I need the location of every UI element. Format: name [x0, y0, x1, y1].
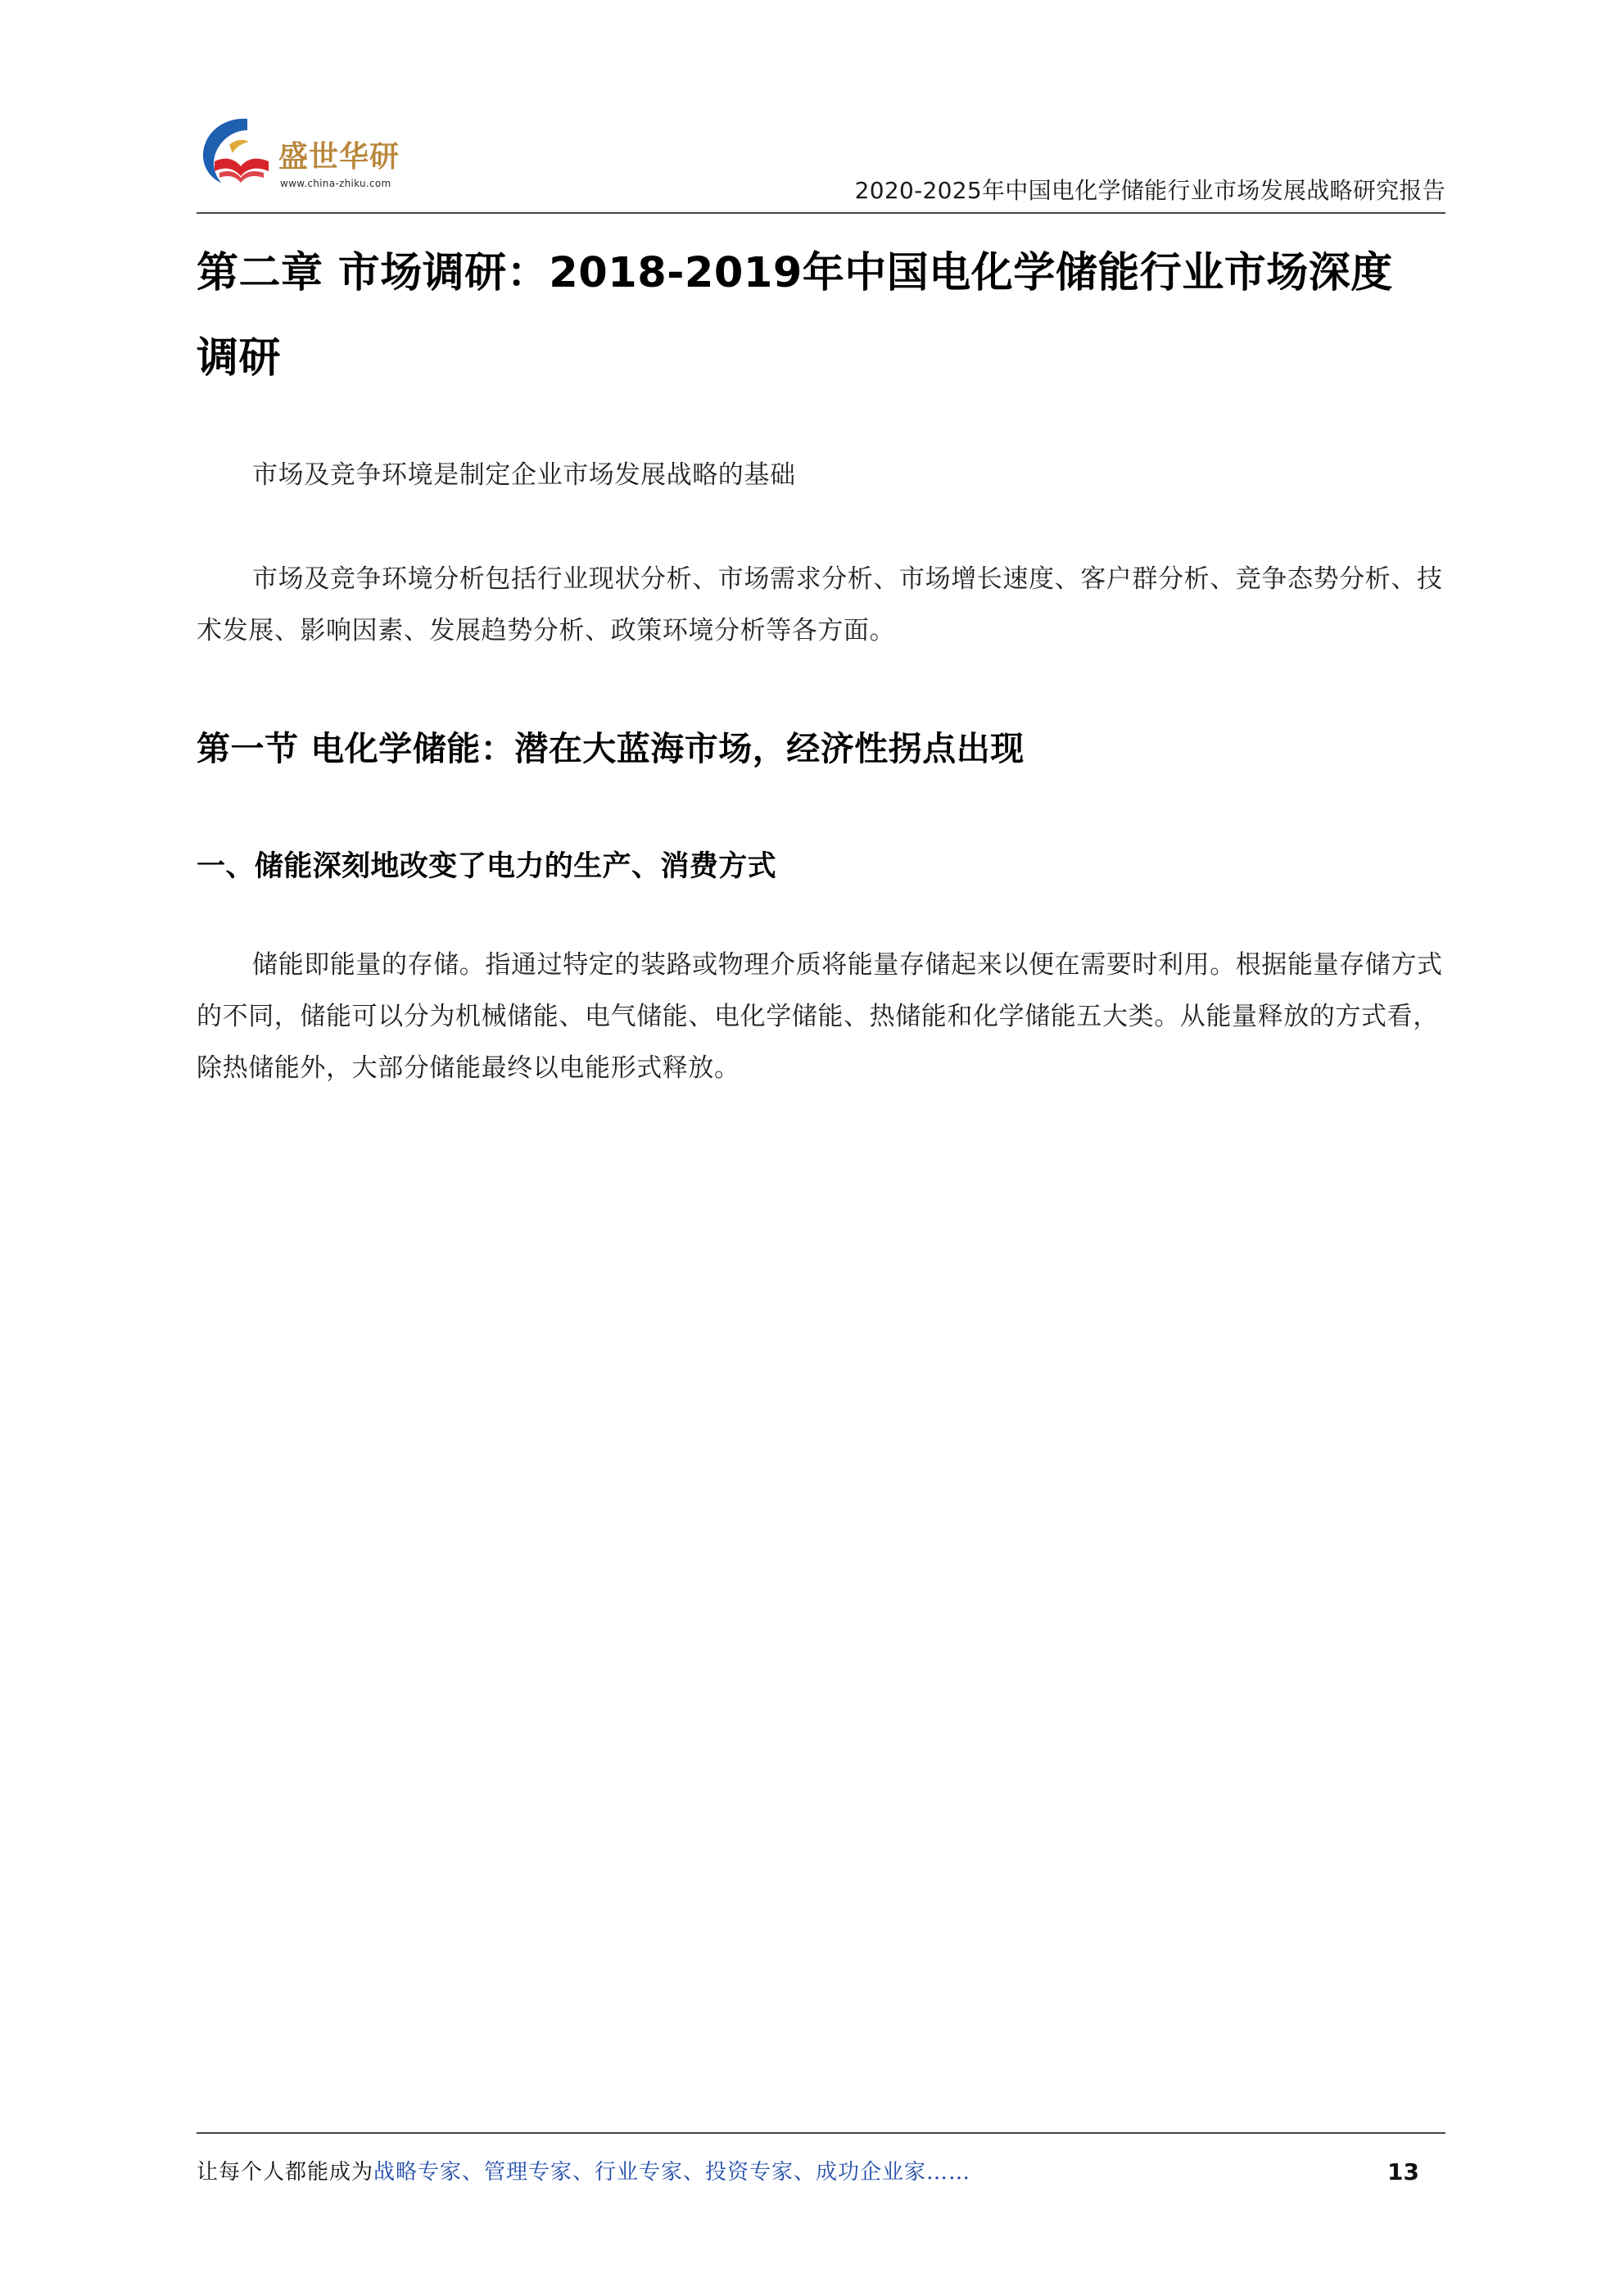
slogan-lead: 让每个人都能成为 [197, 2160, 374, 2185]
logo-emblem-icon [197, 112, 278, 194]
logo-url: www.china-zhiku.com [280, 178, 391, 189]
scope-paragraph: 市场及竞争环境分析包括行业现状分析、市场需求分析、市场增长速度、客户群分析、竞争态势分析、技术发展、影响因素、发展趋势分析、政策环境分析等各方面。 [197, 564, 1443, 645]
slogan-roles: 战略专家、管理专家、行业专家、投资专家、成功企业家…… [373, 2160, 971, 2185]
report-title: 2020-2025年中国电化学储能行业市场发展战略研究报告 [854, 177, 1445, 204]
company-logo [197, 111, 442, 201]
page-header [197, 111, 1445, 215]
intro-paragraph: 市场及竞争环境是制定企业市场发展战略的基础 [252, 460, 796, 490]
footer-slogan [197, 2154, 970, 2190]
page-number: 13 [1387, 2158, 1419, 2185]
chapter-title: 第二章 市场调研：2018-2019年中国电化学储能行业市场深度调研 [197, 249, 1393, 383]
header-divider [197, 212, 1445, 214]
section-title: 第一节 电化学储能：潜在大蓝海市场，经济性拐点出现 [197, 729, 1025, 768]
logo-name: 盛世华研 [278, 140, 400, 174]
subsection-title: 一、储能深刻地改变了电力的生产、消费方式 [197, 850, 777, 883]
storage-paragraph: 储能即能量的存储。指通过特定的装路或物理介质将能量存储起来以便在需要时利用。根据能量存储方式的不同，储能可以分为机械储能、电气储能、电化学储能、热储能和化学储能五大类。从能量释放的方式看，除热储能外，大部分储能最终以电能形式释放。 [197, 950, 1443, 1083]
footer-divider [197, 2132, 1445, 2134]
